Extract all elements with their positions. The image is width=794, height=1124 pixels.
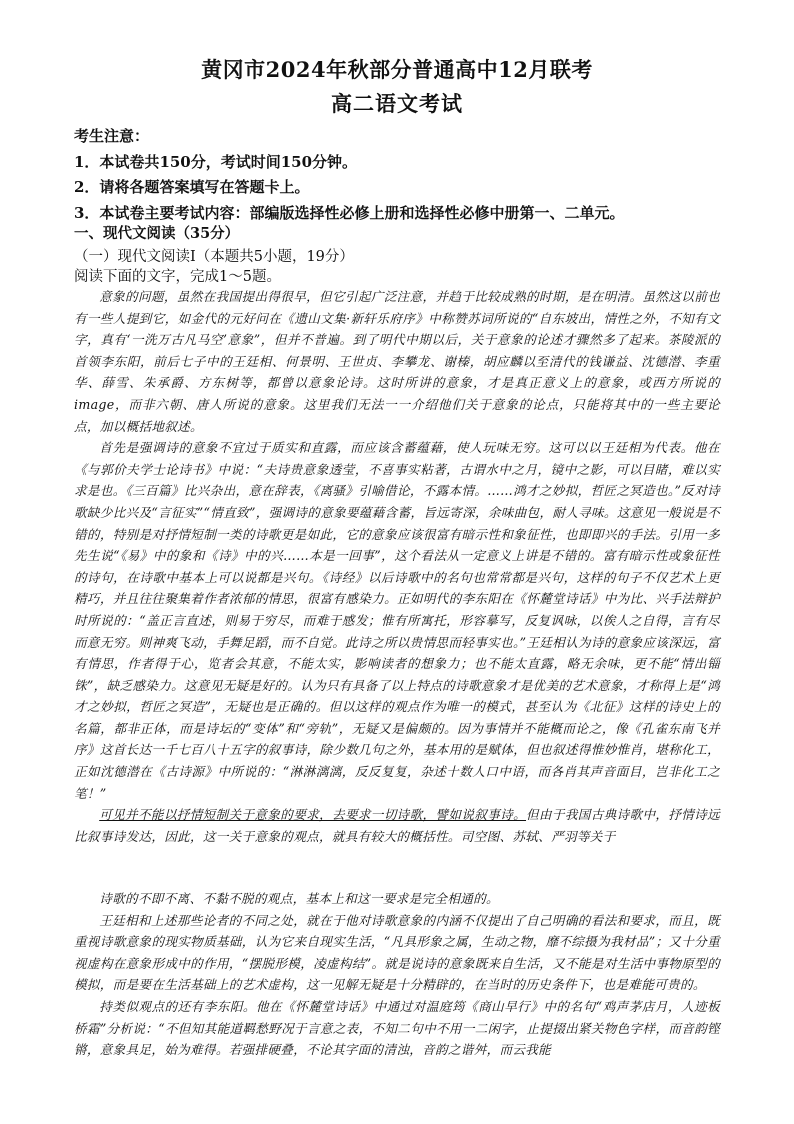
note-item: 2．请将各题答案填写在答题卡上。 xyxy=(74,178,310,196)
passage-paragraph: 首先是强调诗的意象不宜过于质实和直露，而应该含蓄蕴藉，使人玩味无穷。这可以以王廷相为代表。他在《与郭价夫学士论诗书》中说：“夫诗贵意象透莹，不喜事实粘著，古谓水中之月，镜中之影，可以目睹，难以实求是也。《三百篇》比兴杂出，意在辞表，《离骚》引喻借论，不露本情。……鸿才之妙拟，哲匠之冥造也。”反对诗歌缺少比兴及“言征实”“情直致”，强调诗的意象要蕴藉含蓄，旨远寄深，余味曲包，耐人寻味。这意见一般说是不错的，特别是对抒情短制一类的诗歌更是如此，它的意象应该很富有暗示性和象征性，也即即兴的手法。引用一多先生说“《易》中的象和《诗》中的兴……本是一回事”，这个看法从一定意义上讲是不错的。富有暗示性或象征性的诗句，在诗歌中基本上可以说都是兴句。《诗经》以后诗歌中的名句也常常都是兴句，这样的句子不仅艺术上更精巧，并且往往聚集着作者浓郁的情思，很富有感染力。正如明代的李东阳在《怀麓堂诗话》中为比、兴手法辩护时所说的：“盖正言直述，则易于穷尽，而难于感发；惟有所寓托，形容摹写，反复讽咏，以俟人之自得，言有尽而意无穷。则神爽飞动，手舞足蹈，而不自觉。此诗之所以贵情思而轻事实也。”王廷相认为诗的意象应该深远，富有情思，作者得于心，览者会其意，不能太实，影响读者的想象力；也不能太直露，略无余味，更不能“情出锱铢”，缺乏感染力。这意见无疑是好的。认为只有具备了以上特点的诗歌意象才是优美的艺术意象，才称得上是“鸿才之妙拟，哲匠之冥造”，无疑也是正确的。但以这样的观点作为唯一的模式，甚至认为《北征》这样的诗史上的名篇，都非正体，而是诗坛的“变体”和“旁轨”，无疑又是偏颇的。因为事情并不能概而论之，像《孔雀东南飞并序》这首长达一千七百八十五字的叙事诗，除少数几句之外，基本用的是赋体，但也叙述得惟妙惟肖，堪称化工，正如沈德潜在《古诗源》中所说的：“淋淋漓漓，反反复复，杂述十数人口中语，而各肖其声音面目，岂非化工之笔！” xyxy=(74,440,720,801)
exam-title: 黄冈市2024年秋部分普通高中12月联考 xyxy=(201,57,593,82)
candidate-notes xyxy=(74,124,724,226)
paragraph-text: 但由于我国古典诗歌中，抒情诗远比叙事诗发达，因此，这一关于意象的观点，就具有较大的概括性。司空图、苏轼、严羽等关于 xyxy=(74,807,721,844)
note-item: 1．本试卷共150分，考试时间150分钟。 xyxy=(74,152,358,171)
section-heading: 一、现代文阅读（35分） xyxy=(74,225,240,242)
notes-heading: 考生注意： xyxy=(74,127,150,145)
passage-paragraph: 意象的问题，虽然在我国提出得很早，但它引起广泛注意，并趋于比较成熟的时期，是在明清。虽然这以前也有一些人提到它，如金代的元好问在《遗山文集·新轩乐府序》中称赞苏词所说的“自东坡出，情性之外，不知有文字，真有‘一洗万古凡马空’意象”，但并不普遍。到了明代中期以后，关于意象的论述才骤然多了起来。茶陵派的首领李东阳，前后七子中的王廷相、何景明、王世贞、李攀龙、谢榛，胡应麟以至清代的钱谦益、沈德潜、李重华、薛雪、朱承爵、方东树等，都曾以意象论诗。这时所讲的意象，才是真正意义上的意象，或西方所说的image，而非六朝、唐人所说的意象。这里我们无法一一介绍他们关于意象的论点，只能将其中的一些主要论点，加以概括地叙述。 xyxy=(74,289,720,434)
passage-paragraph: 王廷相和上述那些论者的不同之处，就在于他对诗歌意象的内涵不仅提出了自己明确的看法和要求，而且，既重视诗歌意象的现实物质基础，认为它来自现实生活，“凡具形象之属，生动之物，靡不综摄为我材品”；又十分重视虚构在意象形成中的作用，“摆脱形模，凌虚构结”。就是说诗的意象既来自生活，又不能是对生活中事物原型的模拟，而是要在生活基础上的艺术虚构，这一见解无疑是十分精辟的，在当时的历史条件下，也是难能可贵的。 xyxy=(74,912,720,993)
underlined-sentence: 可见并不能以抒情短制关于意象的要求，去要求一切诗歌，譬如说叙事诗。 xyxy=(99,807,527,823)
passage-paragraph xyxy=(74,804,720,847)
passage-paragraph: 持类似观点的还有李东阳。他在《怀麓堂诗话》中通过对温庭筠《商山早行》中的名句“鸡声茅店月，人迹板桥霜”分析说：“不但知其能道羁愁野况于言意之表，不知二句中不用一二闲字，止提掇出紧关物色字样，而音韵铿锵，意象具足，始为难得。若强排硬叠，不论其字面的清浊，音韵之谐舛，而云我能 xyxy=(74,998,720,1058)
passage-part-1 xyxy=(74,286,720,847)
subsection-heading: （一）现代文阅读Ⅰ（本题共5小题，19分） xyxy=(74,249,354,265)
reading-instruction: 阅读下面的文字，完成1～5题。 xyxy=(74,269,281,285)
passage-paragraph: 诗歌的不即不离、不黏不脱的观点，基本上和这一要求是完全相通的。 xyxy=(99,891,499,906)
note-item: 3．本试卷主要考试内容：部编版选择性必修上册和选择性必修中册第一、二单元。 xyxy=(74,203,625,222)
passage-part-2 xyxy=(74,888,720,1061)
exam-subtitle: 高二语文考试 xyxy=(331,91,463,116)
